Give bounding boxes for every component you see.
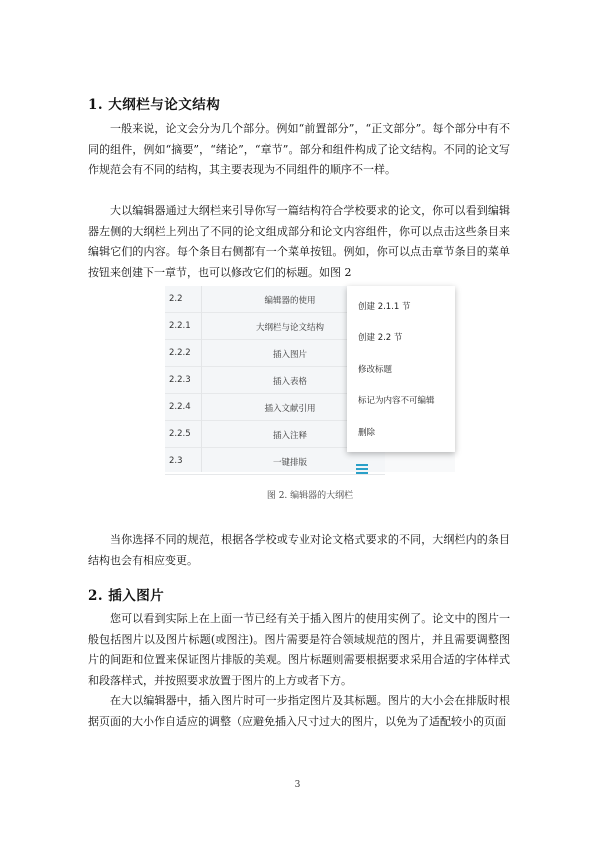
outline-row-title: 插入文献引用 [264, 404, 316, 414]
outline-row-title: 大纲栏与论文结构 [255, 323, 324, 333]
outline-row-title: 插入表格 [272, 377, 307, 387]
list-icon [356, 464, 368, 474]
outline-row-number: 2.2.2 [169, 348, 191, 358]
outline-row-title: 插入图片 [272, 350, 307, 360]
menu-item-create-subsection: 创建 2.1.1 节 [358, 302, 411, 312]
outline-row-number: 2.2.4 [169, 402, 191, 412]
menu-item-rename: 修改标题 [358, 365, 393, 375]
paragraph: 您可以看到实际上在上面一节已经有关于插入图片的使用实例了。论文中的图片一般包括图片以及图片标题(或图注)。图片需要是符合领域规范的图片，并且需要调整图片的间距和位置来保证图片排版的美观。图片标题则需要根据要求采用合适的字体样式和段落样式，并按照要求放置于图片的上方或者下方。 [88, 612, 510, 687]
outline-row-number: 2.2.5 [169, 429, 191, 439]
outline-row-title: 编辑器的使用 [264, 296, 316, 306]
paragraph: 大以编辑器通过大纲栏来引导你写一篇结构符合学校要求的论文，你可以看到编辑器左侧的大纲栏上列出了不同的论文组成部分和论文内容组件，你可以点击这些条目来编辑它们的内容。每个条目右侧都有一个菜单按钮。例如，你可以点击章节条目的菜单按钮来创建下一章节，也可以修改它们的标题。如图 2 [88, 204, 510, 279]
section-heading-2: 2. 插入图片 [88, 588, 165, 604]
menu-item-delete: 删除 [358, 428, 376, 438]
figure-caption: 图 2. 编辑器的大纲栏 [266, 491, 354, 501]
context-menu [347, 286, 455, 452]
outline-row-number: 2.3 [169, 456, 183, 466]
column-divider [201, 286, 202, 472]
section-heading-1: 1. 大纲栏与论文结构 [88, 97, 221, 113]
paragraph: 一般来说，论文会分为几个部分。例如“前置部分”，“正文部分”。每个部分中有不同的组件，例如“摘要”，“绪论”，“章节”。部分和组件构成了论文结构。不同的论文写作规范会有不同的结构，其主要表现为不同组件的顺序不一样。 [88, 122, 510, 176]
outline-row-number: 2.2.1 [169, 321, 191, 331]
outline-row [165, 448, 385, 475]
outline-row-number: 2.2.3 [169, 375, 191, 385]
paragraph: 当你选择不同的规范，根据各学校或专业对论文格式要求的不同，大纲栏内的条目结构也会有相应变更。 [88, 533, 510, 567]
page-number: 3 [294, 780, 301, 790]
menu-item-lock: 标记为内容不可编辑 [358, 396, 435, 406]
figure-outline-sidebar [165, 286, 455, 501]
outline-row-title: 插入注释 [272, 431, 307, 441]
outline-row-title: 一键排版 [272, 458, 307, 468]
outline-row-number: 2.2 [169, 294, 183, 304]
menu-item-create-section: 创建 2.2 节 [358, 333, 403, 343]
paragraph: 在大以编辑器中，插入图片时可一步指定图片及其标题。图片的大小会在排版时根据页面的大小作自适应的调整（应避免插入尺寸过大的图片，以免为了适配较小的页面 [88, 694, 510, 728]
